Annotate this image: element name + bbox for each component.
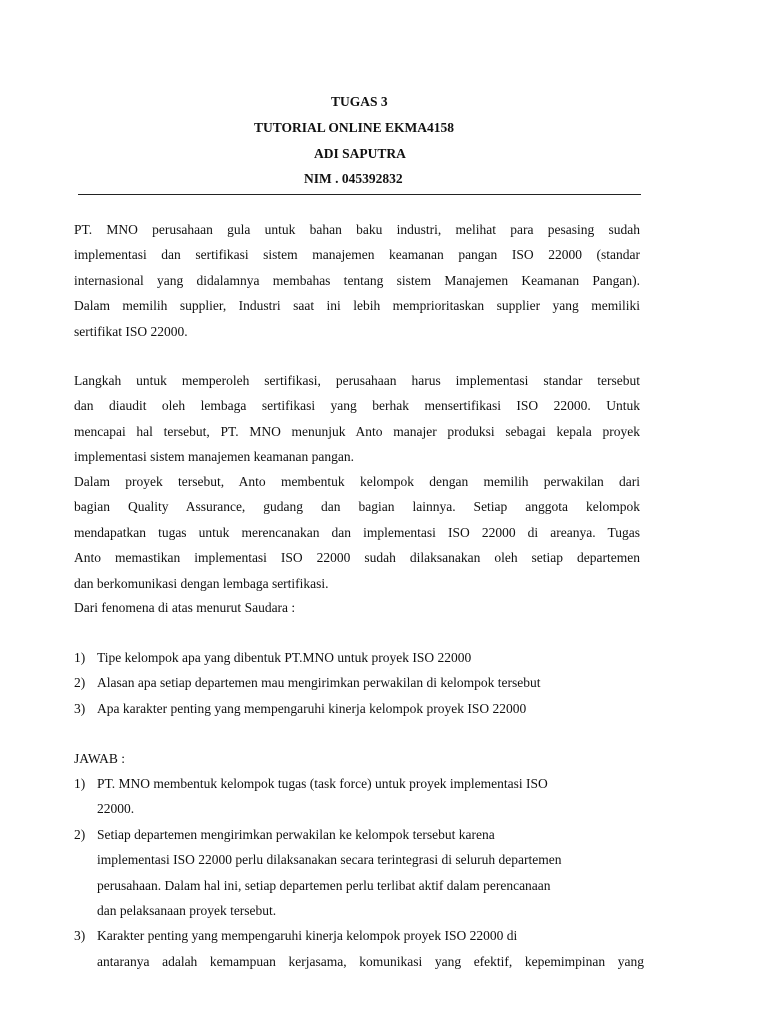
answer-line: 22000. (97, 801, 135, 817)
paragraph-line: internasional yang didalamnya membahas tentang sistem Manajemen Keamanan Pangan). (74, 272, 640, 288)
list-item (74, 645, 644, 670)
question-number: 3) (74, 700, 86, 716)
course-title: TUTORIAL ONLINE EKMA4158 (254, 120, 455, 135)
answer-line: Setiap departemen mengirimkan perwakilan ke kelompok tersebut karena (97, 826, 495, 842)
list-item (74, 670, 644, 695)
answer-line: implementasi ISO 22000 perlu dilaksanakan secara terintegrasi di seluruh departemen (97, 852, 562, 868)
paragraph-2 (74, 368, 640, 470)
paragraph-line: dan diaudit oleh lembaga sertifikasi yang berhak mensertifikasi ISO 22000. Untuk (74, 398, 640, 414)
answer-line: antaranya adalah kemampuan kerjasama, komunikasi yang efektif, kepemimpinan yang (97, 953, 644, 969)
list-item (74, 923, 644, 974)
paragraph-line: Dalam proyek tersebut, Anto membentuk kelompok dengan memilih perwakilan dari (74, 474, 640, 489)
paragraph-line: bagian Quality Assurance, gudang dan bagian lainnya. Setiap anggota kelompok (74, 499, 640, 515)
answer-line: dan pelaksanaan proyek tersebut. (97, 903, 277, 919)
answer-heading: JAWAB : (74, 751, 126, 766)
answer-number: 1) (74, 776, 86, 791)
answer-line: Karakter penting yang mempengaruhi kinerja kelompok proyek ISO 22000 di (97, 928, 518, 944)
list-item (74, 696, 644, 721)
paragraph-line: sertifikat ISO 22000. (74, 323, 188, 339)
paragraph-line: dan berkomunikasi dengan lembaga sertifikasi. (74, 575, 329, 591)
assignment-title: TUGAS 3 (331, 94, 388, 109)
question-text: Alasan apa setiap departemen mau mengirimkan perwakilan di kelompok tersebut (97, 675, 541, 691)
paragraph-3 (74, 469, 640, 596)
answer-line: PT. MNO membentuk kelompok tugas (task force) untuk proyek implementasi ISO (97, 776, 548, 791)
question-list (74, 645, 644, 721)
paragraph-line: Dalam memilih supplier, Industri saat ini lebih memprioritaskan supplier yang memiliki (74, 298, 640, 314)
student-name: ADI SAPUTRA (314, 146, 406, 161)
paragraph-4 (74, 595, 640, 620)
paragraph-line: mendapatkan tugas untuk merencanakan dan implementasi ISO 22000 di areanya. Tugas (74, 524, 640, 540)
paragraph-line: implementasi dan sertifikasi sistem manajemen keamanan pangan ISO 22000 (standar (74, 247, 640, 263)
header-divider (78, 194, 641, 195)
paragraph-line: Dari fenomena di atas menurut Saudara : (74, 600, 296, 615)
student-nim: NIM . 045392832 (304, 171, 403, 186)
list-item (74, 771, 644, 822)
paragraph-line: mencapai hal tersebut, PT. MNO menunjuk Anto manajer produksi sebagai kepala proyek (74, 423, 640, 439)
question-text: Tipe kelompok apa yang dibentuk PT.MNO untuk proyek ISO 22000 (97, 650, 472, 665)
question-text: Apa karakter penting yang mempengaruhi kinerja kelompok proyek ISO 22000 (97, 700, 527, 716)
answer-line: perusahaan. Dalam hal ini, setiap departemen perlu terlibat aktif dalam perencanaan (97, 877, 551, 893)
answer-section (74, 746, 640, 771)
list-item (74, 822, 644, 924)
paragraph-line: PT. MNO perusahaan gula untuk bahan baku industri, melihat para pesasing sudah (74, 222, 640, 237)
paragraph-line: Anto memastikan implementasi ISO 22000 sudah dilaksanakan oleh setiap departemen (74, 550, 640, 566)
answer-number: 3) (74, 928, 86, 944)
paragraph-line: Langkah untuk memperoleh sertifikasi, perusahaan harus implementasi standar tersebut (74, 373, 640, 388)
question-number: 1) (74, 650, 86, 665)
paragraph-line: implementasi sistem manajemen keamanan pangan. (74, 449, 355, 465)
answer-number: 2) (74, 826, 86, 842)
answer-list (74, 771, 644, 974)
question-number: 2) (74, 675, 86, 691)
paragraph-1 (74, 217, 640, 344)
